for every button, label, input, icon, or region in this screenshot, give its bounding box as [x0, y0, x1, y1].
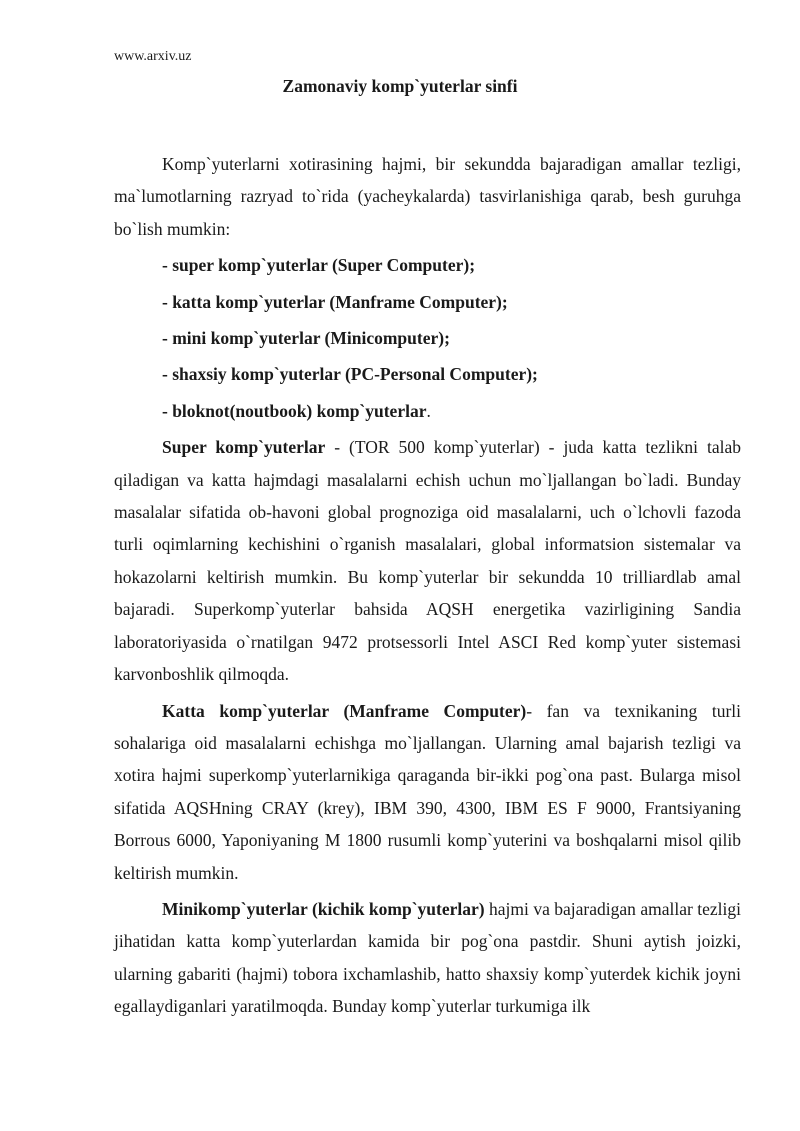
list-item: - super komp`yuterlar (Super Computer);: [162, 255, 476, 276]
paragraph-term: Super komp`yuterlar: [162, 437, 326, 458]
page-title: Zamonaviy komp`yuterlar sinfi: [282, 76, 518, 96]
mainframe-paragraph: Katta komp`yuterlar (Manframe Computer)- fan va texnikaning turli sohalariga oid masalalarni echishga mo`ljallangan. Ularning amal bajarish tezligi va xotira hajmi superkomp`yuterlarnikiga qaraganda bir-ikki pog`ona past. Bularga misol sifatida AQSHning CRAY (krey), IBM 390, 4300, IBM ES F 9000, Frantsiyaning Borrous 6000, Yaponiyaning M 1800 rusumli komp`yuterini va boshqalarni misol qilib keltirish mumkin.: [114, 700, 741, 883]
list-item: - mini komp`yuterlar (Minicomputer);: [162, 328, 450, 349]
list-item: - shaxsiy komp`yuterlar (PC-Personal Computer);: [162, 364, 538, 385]
paragraph-term: Minikomp`yuterlar (kichik komp`yuterlar): [162, 898, 485, 919]
minicomputer-paragraph: Minikomp`yuterlar (kichik komp`yuterlar) hajmi va bajaradigan amallar tezligi jihatidan katta komp`yuterlardan kamida bir pog`ona pastdir. Shuni aytish joizki, ularning gabariti (hajmi) tobora ixchamlashib, hatto shaxsiy komp`yuterdek kichik joyni egallaydiganlari yaratilmoqda. Bunday komp`yuterlar turkumiga ilk: [114, 898, 741, 1017]
document-body: [114, 148, 741, 1023]
super-computers-paragraph: Super komp`yuterlar - (TOR 500 komp`yuterlar) - juda katta tezlikni talab qiladigan va katta hajmdagi masalalarni echish uchun mo`ljallangan bo`ladi. Bunday masalalar sifatida ob-havoni global prognoziga oid masalalarni, uch o`lchovli fazoda turli oqimlarning kechishini o`rganish masalalari, global informatsion sistemalar va hokazolarni keltirish mumkin. Bu komp`yuterlar bir sekundda 10 trilliardlab amal bajaradi. Superkomp`yuterlar bahsida AQSH energetika vazirligining Sandia laboratoriyasida o`rnatilgan 9472 protsessorli Intel ASCI Red komp`yuter sistemasi karvonboshlik qilmoqda.: [114, 437, 742, 685]
list-item: - bloknot(noutbook) komp`yuterlar.: [162, 400, 431, 421]
site-url: www.arxiv.uz: [114, 49, 192, 64]
paragraph-term: Katta komp`yuterlar (Manframe Computer): [162, 700, 527, 721]
list-item: - katta komp`yuterlar (Manframe Computer);: [162, 291, 508, 312]
intro-paragraph: Komp`yuterlarni xotirasining hajmi, bir sekundda bajaradigan amallar tezligi, ma`lumotlarning razryad to`rida (yacheykalarda) tasvirlanishiga qarab, besh guruhga bo`lish mumkin:: [114, 154, 741, 239]
